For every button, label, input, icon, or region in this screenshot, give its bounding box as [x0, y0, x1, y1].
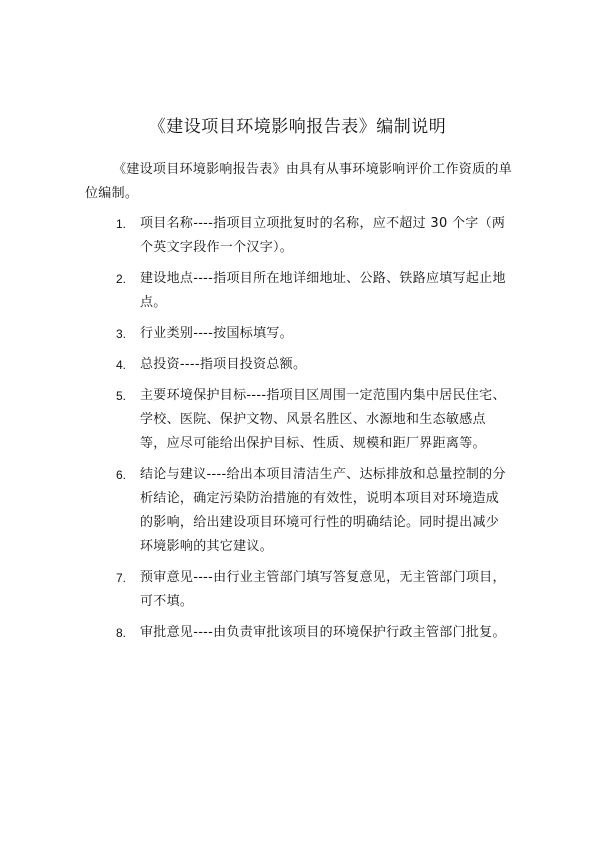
list-item-number: 8.: [116, 626, 127, 640]
list-item-text: 总投资----指项目投资总额。: [140, 357, 307, 372]
list-item-text: 预审意见----由行业主管部门填写答复意见，无主管部门项目，可不填。: [140, 570, 506, 609]
list-item-text: 项目名称----指项目立项批复时的名称，应不超过 30 个字（两个英文字段作一个汉字）。: [140, 216, 506, 255]
intro-paragraph: 《建设项目环境影响报告表》由具有从事环境影响评价工作资质的单位编制。: [85, 162, 513, 201]
list-item: [0, 621, 595, 645]
list-item-number: 1.: [116, 217, 127, 231]
list-item-number: 7.: [116, 571, 127, 585]
list-item: [0, 322, 595, 346]
list-item-text: 建设地点----指项目所在地详细地址、公路、铁路应填写起止地点。: [140, 271, 506, 310]
list-item: [0, 212, 595, 260]
list-item: [0, 267, 595, 315]
list-item-text: 行业类别----按国标填写。: [140, 326, 293, 341]
list-item: [0, 463, 595, 559]
list-item-text: 主要环境保护目标----指项目区周围一定范围内集中居民住宅、学校、医院、保护文物、风景名胜区、水源地和生态敏感点等，应尽可能给出保护目标、性质、规模和距厂界距离等。: [140, 388, 506, 451]
list-item: [0, 353, 595, 377]
instruction-list: [0, 212, 595, 652]
list-item-number: 2.: [116, 272, 127, 286]
page-title: 《建设项目环境影响报告表》编制说明: [148, 117, 447, 137]
list-item-number: 6.: [116, 468, 127, 482]
list-item-number: 3.: [116, 327, 127, 341]
list-item: [0, 384, 595, 456]
list-item-number: 4.: [116, 358, 127, 372]
list-item: [0, 566, 595, 614]
list-item-text: 结论与建议----给出本项目清洁生产、达标排放和总量控制的分析结论，确定污染防治措施的有效性，说明本项目对环境造成的影响，给出建设项目环境可行性的明确结论。同时提出减少环境影响的其它建议。: [140, 467, 506, 554]
list-item-number: 5.: [116, 389, 127, 403]
list-item-text: 审批意见----由负责审批该项目的环境保护行政主管部门批复。: [140, 625, 506, 640]
